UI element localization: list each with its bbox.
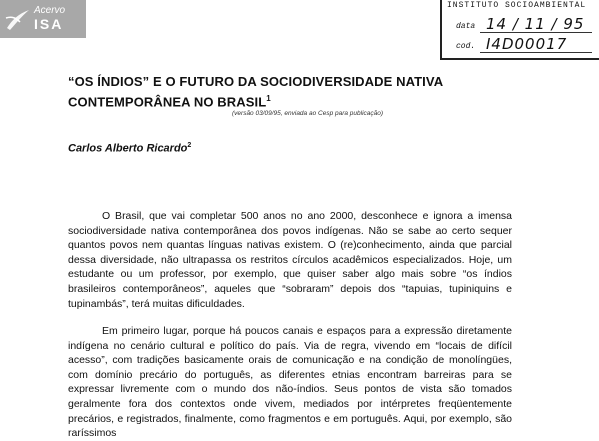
author-text: Carlos Alberto Ricardo xyxy=(68,142,188,155)
author-footnote: 2 xyxy=(187,142,192,149)
version-note: (versão 03/09/95, enviada ao Cesp para publicação) xyxy=(232,110,384,117)
leaf-logo-icon xyxy=(4,6,32,32)
document-title xyxy=(68,73,508,110)
stamp-institution: INSTITUTO SOCIOAMBIENTAL xyxy=(447,1,587,10)
stamp-date-label: data xyxy=(456,22,476,31)
acervo-isa-logo xyxy=(0,0,86,38)
logo-isa-label: ISA xyxy=(34,16,64,32)
stamp-code-label: cod. xyxy=(456,42,476,51)
title-footnote: 1 xyxy=(266,94,271,103)
stamp-code-value: I4D00017 xyxy=(486,35,568,53)
paragraph-2: Em primeiro lugar, porque há poucos canais e espaços para a expressão diretamente indígena no cenário cultural e político do país. Via de regra, vivendo em “locais de difícil acesso”, com tradições basicamente orais de comunicação e na condição de monolíngües, com domínio precário do português, as diferentes etnias encontram barreiras para se expressar livremente com o mundo dos não-índios. Seus pontos de vista são tomados geralmente fora dos contextos onde vivem, mediados por intérpretes freqüentemente precários, e registrados, finalmente, como fragmentos e em português. Aqui, por exemplo, são raríssimos xyxy=(68,325,512,440)
stamp-date-value: 14 / 11 / 95 xyxy=(486,15,585,33)
logo-acervo-label: Acervo xyxy=(34,5,66,16)
archive-stamp xyxy=(440,0,599,60)
author-name xyxy=(68,142,191,155)
paragraph-1: O Brasil, que vai completar 500 anos no ano 2000, desconhece e ignora a imensa sociodiversidade nativa contemporânea dos povos indígenas. Não se sabe ao certo sequer quantos povos nem quantas línguas nativas existem. O (re)conhecimento, ainda que parcial dessa diversidade, não ultrapassa os restritos círculos acadêmicos especializados. Hoje, um estudante ou um professor, por exemplo, que quiser saber algo mais sobre “os índios brasileiros contemporâneos”, aqueles que “sobraram” depois dos “tapuias, tupiniquins e tupinambás”, terá muitas dificuldades. xyxy=(68,210,512,310)
title-text: “OS ÍNDIOS” E O FUTURO DA SOCIODIVERSIDADE NATIVA CONTEMPORÂNEA NO BRASIL xyxy=(68,74,443,110)
